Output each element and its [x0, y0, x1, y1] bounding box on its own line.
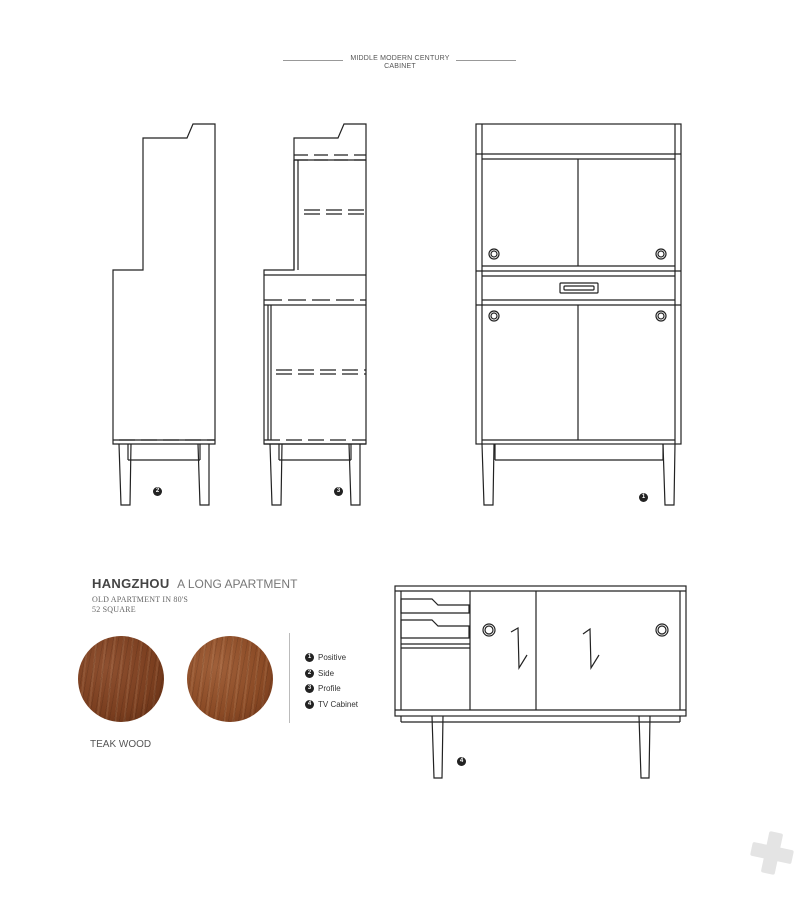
- project-title-sub: A LONG APARTMENT: [177, 577, 298, 591]
- legend-item-positive: [305, 650, 358, 666]
- teak-wood-swatch-2: [187, 636, 273, 722]
- side-view-number: 2: [153, 487, 162, 496]
- views-legend: [305, 650, 358, 712]
- side-view-drawing: [113, 124, 215, 505]
- page-title-line2: CABINET: [384, 63, 416, 70]
- positive-view-drawing: [476, 124, 681, 505]
- legend-divider: [289, 633, 290, 723]
- profile-view-drawing: [264, 124, 366, 505]
- profile-view-number: 3: [334, 487, 343, 496]
- tv-view-number: 4: [457, 757, 466, 766]
- legend-number: 4: [305, 700, 314, 709]
- tv-cabinet-drawing: [395, 586, 686, 778]
- project-line1: OLD APARTMENT IN 80'S: [92, 595, 189, 604]
- legend-item-profile: [305, 681, 358, 697]
- positive-view-number: 1: [639, 493, 648, 502]
- legend-number: 1: [305, 653, 314, 662]
- legend-label: Side: [318, 668, 335, 678]
- legend-number: 3: [305, 684, 314, 693]
- project-title-main: HANGZHOU: [92, 576, 170, 591]
- legend-label: TV Cabinet: [318, 699, 359, 709]
- material-label: TEAK WOOD: [90, 739, 152, 750]
- project-title: [92, 576, 297, 591]
- page-title-line1: MIDDLE MODERN CENTURY: [350, 55, 450, 62]
- project-line2: 52 SQUARE: [92, 605, 136, 614]
- plus-watermark-icon: [749, 830, 795, 876]
- legend-number: 2: [305, 669, 314, 678]
- legend-item-side: [305, 666, 358, 682]
- legend-label: Positive: [318, 653, 347, 663]
- teak-wood-swatch-1: [78, 636, 164, 722]
- legend-item-tv-cabinet: [305, 697, 358, 713]
- legend-label: Profile: [318, 684, 341, 694]
